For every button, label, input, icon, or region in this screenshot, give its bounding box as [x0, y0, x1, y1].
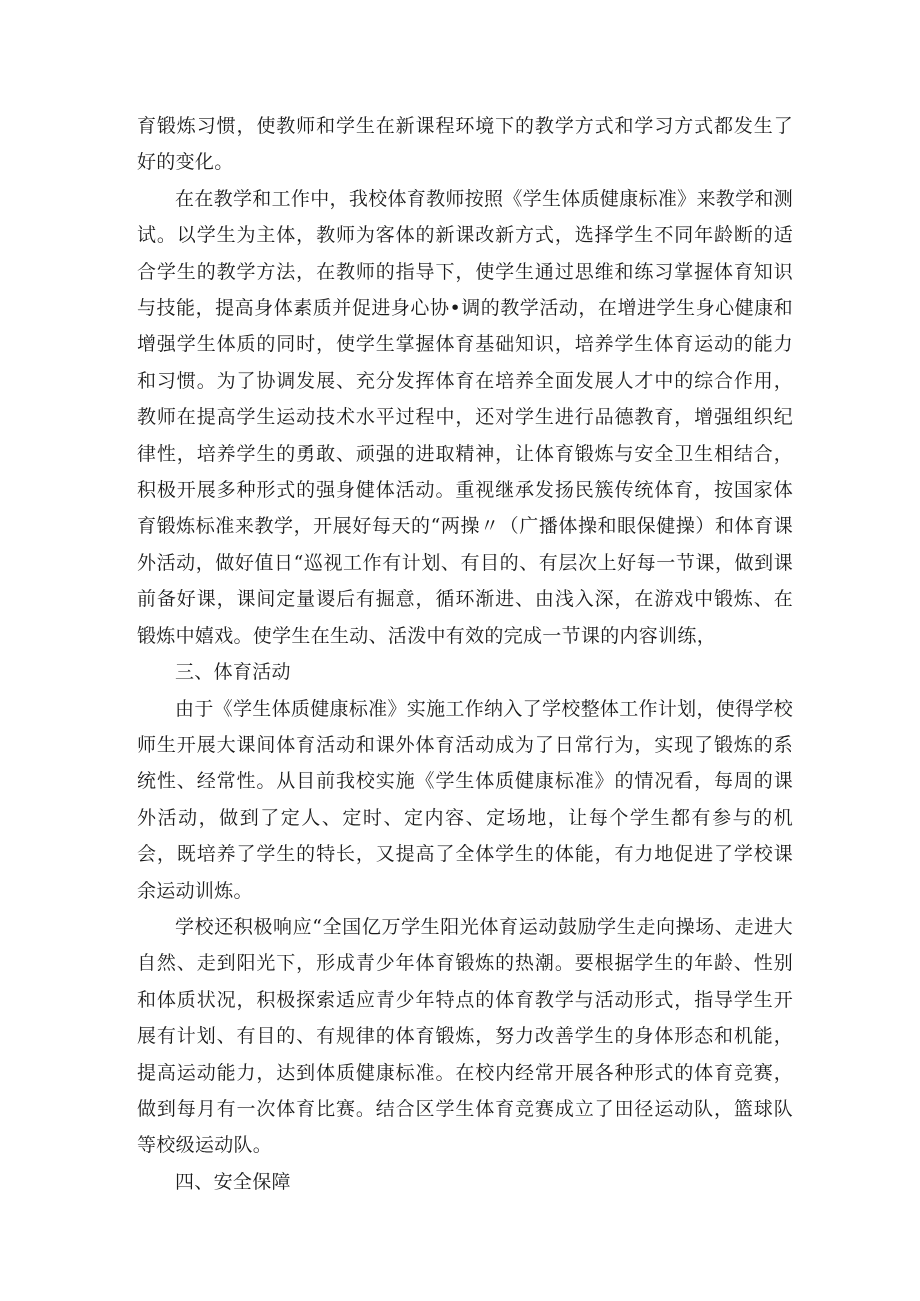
- paragraph-continuation: 育锻炼习惯，使教师和学生在新课程环境下的教学方式和学习方式都发生了好的变化。: [137, 115, 793, 174]
- section-heading-safety: 四、安全保障: [175, 1170, 291, 1193]
- document-body: [137, 108, 793, 1200]
- paragraph-sunshine-sports: 学校还积极响应“全国亿万学生阳光体育运动鼓励学生走向操场、走进大自然、走到阳光下，形成青少年体育锻炼的热潮。要根据学生的年龄、性别和体质状况，积极探索适应青少年特点的体育教学与活动形式，指导学生开展有计划、有目的、有规律的体育锻炼，努力改善学生的身体形态和机能，提高运动能力，达到体质健康标准。在校内经常开展各种形式的体育竞赛，做到每月有一次体育比赛。结合区学生体育竞赛成立了田径运动队，篮球队等校级运动队。: [137, 915, 793, 1157]
- section-heading-sports-activities: 三、体育活动: [175, 661, 291, 684]
- paragraph-standard-implementation: 由于《学生体质健康标准》实施工作纳入了学校整体工作计划，使得学校师生开展大课间体育活动和课外体育活动成为了日常行为，实现了锻炼的系统性、经常性。从目前我校实施《学生体质健康标准》的情况看，每周的课外活动，做到了定人、定时、定内容、定场地，让每个学生都有参与的机会，既培养了学生的特长，又提高了全体学生的体能，有力地促进了学校课余运动训炼。: [137, 697, 793, 902]
- paragraph-teaching: 在在教学和工作中，我校体育教师按照《学生体质健康标准》来教学和测试。以学生为主体，教师为客体的新课改新方式，选择学生不同年龄断的适合学生的教学方法，在教师的指导下，使学生通过思维和练习掌握体育知识与技能，提高身体素质并促进身心协•调的教学活动，在增进学生身心健康和增强学生体质的同时，使学生掌握体育基础知识，培养学生体育运动的能力和习惯。为了协调发展、充分发挥体育在培养全面发展人才中的综合作用，教师在提高学生运动技术水平过程中，还对学生进行品德教育，增强组织纪律性，培养学生的勇敢、顽强的进取精神，让体育锻炼与安全卫生相结合，积极开展多种形式的强身健体活动。重视继承发扬民簇传统体育，按国家体育锻炼标准来教学，开展好每天的“两操〃（广播体操和眼保健操）和体育课外活动，做好值日“巡视工作有计划、有目的、有层次上好每一节课，做到课前备好课，课间定量谡后有掘意，循环渐进、由浅入深，在游戏中锻炼、在锻炼中嬉戏。使学生在生动、活泼中有效的完成一节课的内容训练，: [137, 187, 793, 647]
